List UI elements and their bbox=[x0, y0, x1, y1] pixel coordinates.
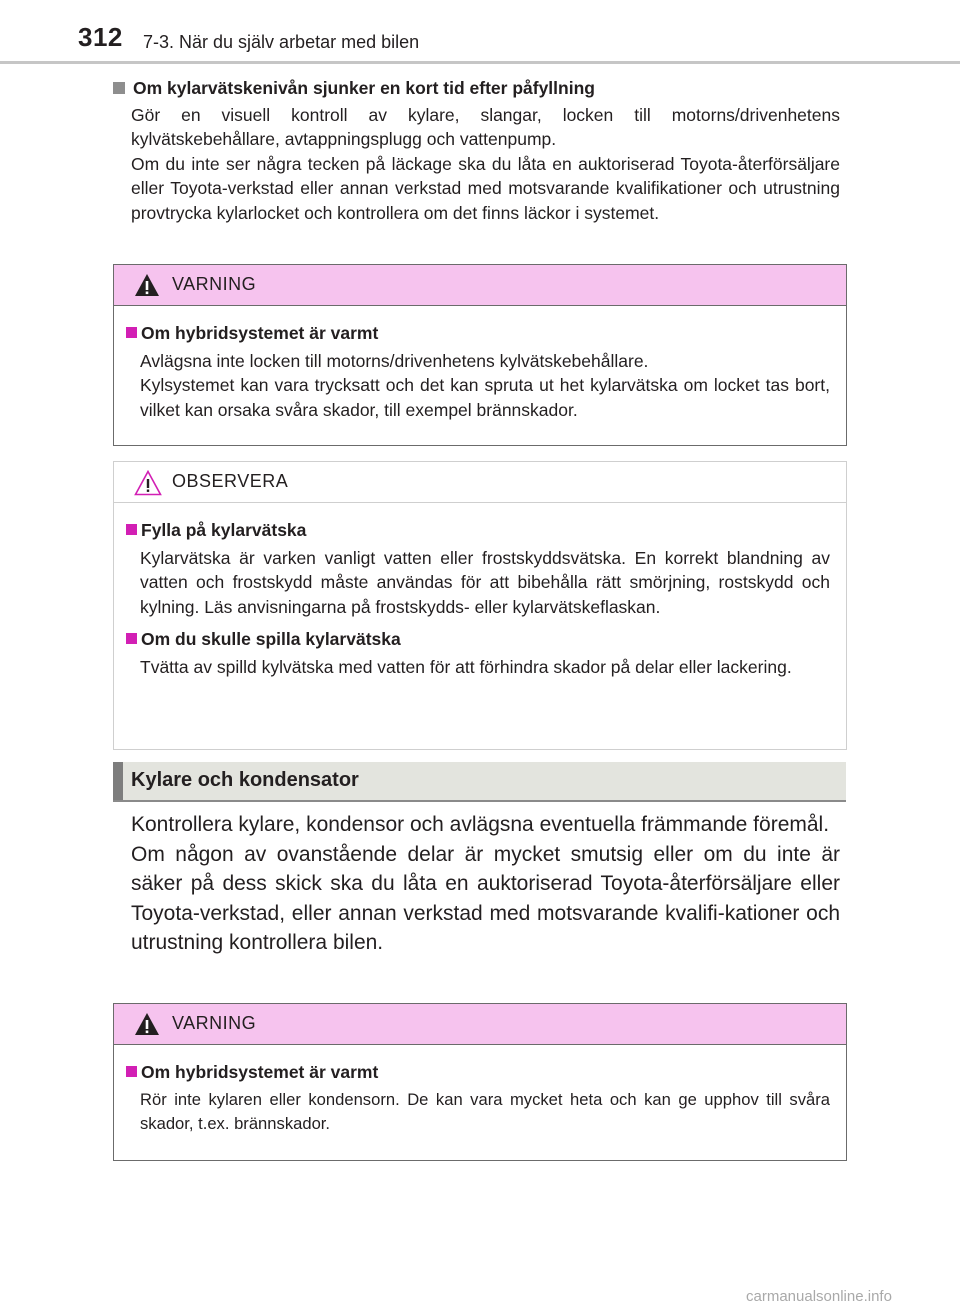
warning-item-body bbox=[126, 1088, 830, 1137]
notice-label: OBSERVERA bbox=[172, 471, 289, 491]
section-heading-bar bbox=[113, 762, 846, 802]
notice-item-body bbox=[126, 655, 830, 679]
warning-item-heading bbox=[126, 321, 830, 345]
notice-box-header bbox=[114, 462, 846, 503]
notice-triangle-icon bbox=[134, 470, 162, 496]
notice-item-heading bbox=[126, 518, 830, 542]
warning-box-1 bbox=[113, 264, 847, 446]
warning-box-header bbox=[114, 1004, 846, 1045]
page-number: 312 bbox=[78, 22, 123, 52]
notice-item-text: Tvätta av spilld kylvätska med vatten för att förhindra skador på delar eller lackering. bbox=[140, 657, 792, 678]
square-bullet-icon bbox=[113, 82, 125, 94]
intro-paragraph: Gör en visuell kontroll av kylare, slangar, locken till motorns/drivenhetens kylvätskebehållare, avtappningsplugg och vattenpump. bbox=[131, 105, 840, 150]
notice-box bbox=[113, 461, 847, 750]
warning-paragraph: Kylsystemet kan vara trycksatt och det kan spruta ut het kylarvätska om locket tas bort, vilket kan orsaka svåra skador, till exempel brännskador. bbox=[140, 375, 830, 420]
watermark: carmanualsonline.info bbox=[746, 1288, 892, 1305]
warning-label: VARNING bbox=[172, 274, 257, 294]
notice-item-heading-text: Om du skulle spilla kylarvätska bbox=[141, 629, 401, 650]
main-paragraph: Kontrollera kylare, kondensor och avlägsna eventuella främmande föremål. bbox=[131, 813, 830, 836]
notice-box-body bbox=[114, 503, 846, 700]
warning-box-2 bbox=[113, 1003, 847, 1161]
section-bar-accent bbox=[113, 762, 123, 800]
section-heading: Kylare och kondensator bbox=[131, 769, 359, 791]
notice-item-heading-text: Fylla på kylarvätska bbox=[141, 520, 307, 540]
page-header bbox=[0, 0, 960, 64]
warning-triangle-icon bbox=[134, 273, 160, 297]
square-bullet-icon bbox=[126, 524, 137, 535]
square-bullet-icon bbox=[126, 327, 137, 338]
header-divider bbox=[0, 61, 960, 64]
intro-body bbox=[113, 103, 840, 225]
section-title: 7-3. När du själv arbetar med bilen bbox=[143, 32, 420, 52]
main-paragraph: Om någon av ovanstående delar är mycket smutsig eller om du inte är säker på dess skick ska du låta en auktoriserad Toyota-återförsäljare eller Toyota-verkstad, eller annan verkstad med motsvarande kvalifi-kationer och utrustning kontrollera bilen. bbox=[131, 842, 840, 954]
square-bullet-icon bbox=[126, 633, 137, 644]
warning-item-heading-text: Om hybridsystemet är varmt bbox=[141, 323, 379, 343]
intro-paragraph: Om du inte ser några tecken på läckage ska du låta en auktoriserad Toyota-återförsäljare eller Toyota-verkstad eller annan verkstad med motsvarande kvalifikationer och utrustning provtrycka kylarlocket och kontrollera om det finns läckor i systemet. bbox=[131, 153, 840, 223]
intro-heading bbox=[113, 76, 840, 100]
warning-item-heading bbox=[126, 1060, 830, 1084]
notice-item-heading bbox=[126, 627, 830, 651]
intro-heading-text: Om kylarvätskenivån sjunker en kort tid efter påfyllning bbox=[133, 78, 595, 98]
warning-box-header bbox=[114, 265, 846, 306]
warning-box-body bbox=[114, 1045, 846, 1157]
warning-paragraph: Rör inte kylaren eller kondensorn. De kan vara mycket heta och kan ge upphov till svåra skador, t.ex. brännskador. bbox=[140, 1090, 830, 1134]
warning-label: VARNING bbox=[172, 1013, 257, 1033]
warning-paragraph: Avlägsna inte locken till motorns/drivenhetens kylvätskebehållare. bbox=[140, 351, 649, 371]
notice-item-text: Kylarvätska är varken vanligt vatten eller frostskyddsvätska. En korrekt blandning av vatten och frostskydd måste användas för att bibehålla rätt smörjning, rostskydd och kylning. Läs anvisningarna på frostskydds- eller kylarvätskeflaskan. bbox=[140, 548, 830, 617]
main-body-text bbox=[131, 810, 840, 958]
warning-box-body bbox=[114, 306, 846, 442]
warning-item-body bbox=[126, 349, 830, 422]
square-bullet-icon bbox=[126, 1066, 137, 1077]
intro-section bbox=[113, 76, 840, 225]
notice-item-body bbox=[126, 546, 830, 619]
warning-triangle-icon bbox=[134, 1012, 160, 1036]
warning-item-heading-text: Om hybridsystemet är varmt bbox=[141, 1062, 379, 1082]
